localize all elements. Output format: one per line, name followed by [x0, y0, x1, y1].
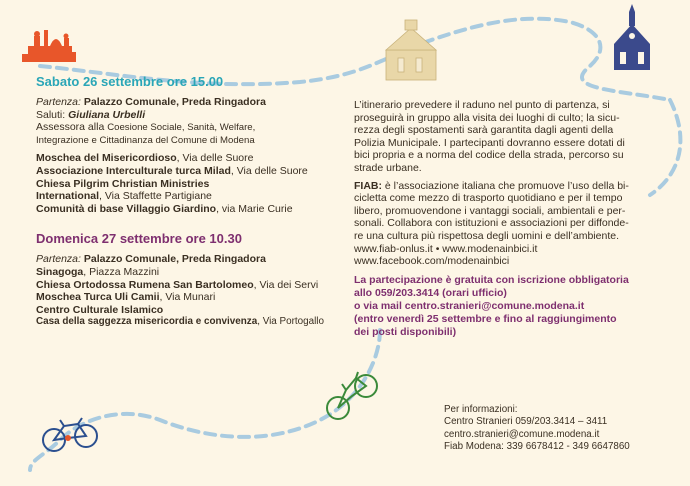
schedule-column [36, 74, 341, 329]
saturday-departure: Partenza: Palazzo Comunale, Preda Ringadora [36, 96, 266, 108]
saturday-stop: Moschea del Misericordioso, Via delle Suore [36, 152, 254, 165]
info-email[interactable]: centro.stranieri@comune.modena.it [444, 428, 600, 440]
details-column [354, 99, 656, 339]
saturday-stop: International, Via Staffette Partigiane [36, 190, 212, 203]
temple-icon [386, 20, 436, 80]
sunday-stop: Casa della saggezza misericordia e convivenza, Via Portogallo [36, 316, 324, 328]
facebook-link[interactable]: www.facebook.com/modenainbici [354, 255, 510, 268]
route-path-bottom [30, 330, 380, 470]
sunday-stop: Chiesa Ortodossa Rumena San Bartolomeo, Via dei Servi [36, 278, 319, 291]
info-fiab-phone: Fiab Modena: 339 6678412 - 349 6647860 [444, 441, 630, 453]
registration-email[interactable]: o via mail centro.stranieri@comune.modena.it [354, 299, 585, 312]
info-phone: Centro Stranieri 059/203.3414 – 3411 [444, 416, 608, 428]
itinerary-paragraph: L’itinerario prevedere il raduno nel punto di partenza, si proseguirà in gruppo alla visita dei luoghi di culto; la sicu- rezza degli spostamenti sarà garantita dagli agenti della Polizia Municipale. I partecipanti dovranno essere dotati di bici propria e a norma del codice della strada, percorso su strade urbane. [354, 99, 625, 174]
saturday-stop: Associazione Interculturale turca Milad, Via delle Suore [36, 164, 308, 177]
sunday-stop: Centro Culturale Islamico [36, 303, 164, 316]
saturday-greetings: Saluti: Giuliana Urbelli [36, 108, 146, 121]
sunday-heading: Domenica 27 settembre ore 10.30 [36, 231, 242, 247]
contact-info [444, 404, 630, 454]
fiab-web-links[interactable]: www.fiab-onlus.it • www.modenainbici.it [354, 242, 538, 255]
sunday-stop: Moschea Turca Uli Camii, Via Munari [36, 291, 216, 304]
saturday-heading: Sabato 26 settembre ore 15.00 [36, 74, 224, 89]
fiab-paragraph: FIAB: è l’associazione italiana che promuove l’uso della bi- cicletta come mezzo di trasporto quotidiano e per il tempo libero, promuovendone i vantaggi sociali, ambientali e per- sonali. Collabora con istituzioni e associazioni per diffonde- re una cultura più rispettosa degli uomini e dell’ambiente. www.fiab-onlus.it • www.modenainbici.it www.facebook.com/modenainbici [354, 180, 656, 268]
sunday-stop: Sinagoga, Piazza Mazzini [36, 265, 160, 278]
saturday-stop: Chiesa Pilgrim Christian Ministries [36, 177, 210, 190]
info-title: Per informazioni: [444, 404, 518, 415]
assessor-role-line2: Integrazione e Cittadinanza del Comune di Modena [36, 134, 255, 146]
cathedral-icon [614, 4, 650, 70]
assessor-role: Assessora alla Coesione Sociale, Sanità, Welfare, [36, 121, 256, 134]
sunday-departure: Partenza: Palazzo Comunale, Preda Ringadora [36, 253, 266, 266]
city-skyline-icon [22, 30, 76, 62]
saturday-stop: Comunità di base Villaggio Giardino, via Marie Curie [36, 202, 293, 215]
registration-notice: La partecipazione è gratuita con iscrizione obbligatoria allo 059/203.3414 (orari ufficio) o via mail centro.stranieri@comune.modena.it (entro venerdì 25 settembre e fino al raggiungimento dei posti disponibili) [354, 274, 656, 339]
